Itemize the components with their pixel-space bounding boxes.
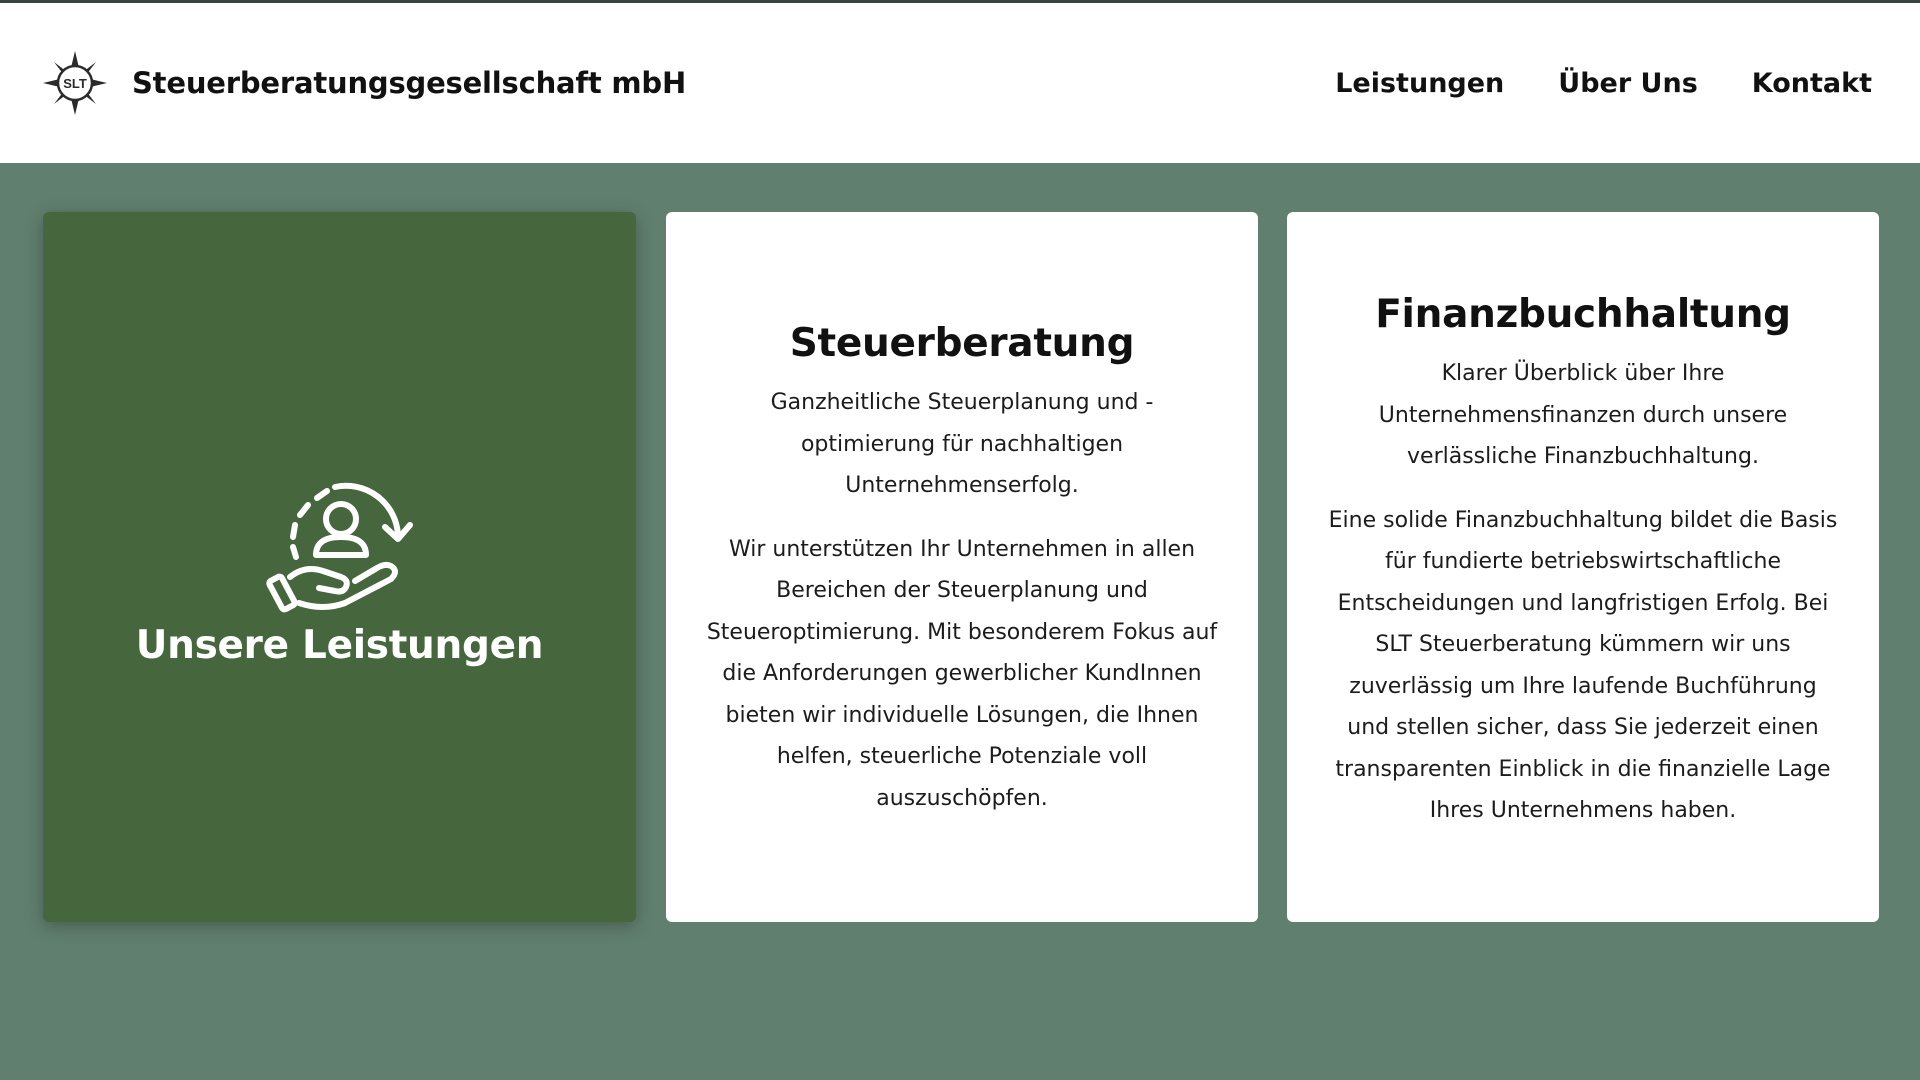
- card-body: Wir unterstützen Ihr Unternehmen in allen Bereichen der Steuerplanung und Steueroptimierung. Mit besonderem Fokus auf die Anforderungen gewerblicher KundInnen bieten wir individuelle Lösungen, die Ihnen helfen, steuerliche Potenziale voll auszuschöpfen.: [706, 536, 1218, 811]
- nav-ueber-uns[interactable]: Über Uns: [1558, 67, 1698, 99]
- intro-title: Unsere Leistungen: [135, 622, 544, 668]
- company-name: Steuerberatungsgesellschaft mbH: [132, 66, 687, 100]
- card-lead: Ganzheitliche Steuerplanung und -optimierung für nachhaltigen Unternehmenserfolg.: [770, 390, 1154, 498]
- nav-leistungen[interactable]: Leistungen: [1335, 67, 1505, 99]
- card-title: Finanzbuchhaltung: [1375, 292, 1791, 338]
- card-lead: Klarer Überblick über Ihre Unternehmensfinanzen durch unsere verlässliche Finanzbuchhaltung.: [1378, 361, 1788, 470]
- card-title: Steuerberatung: [789, 321, 1135, 366]
- service-card-finanzbuchhaltung: [1287, 212, 1879, 922]
- site-header: [0, 3, 1920, 163]
- intro-card: [43, 212, 636, 922]
- compass-logo-icon: [42, 50, 108, 116]
- card-body: Eine solide Finanzbuchhaltung bildet die Basis für fundierte betriebswirtschaftliche Entscheidungen und langfristigen Erfolg. Bei SLT Steuerberatung kümmern wir uns zuverlässig um Ihre laufende Buchführung und stellen sicher, dass Sie jederzeit einen transparenten Einblick in die finanzielle Lage Ihres Unternehmens haben.: [1328, 507, 1838, 824]
- nav-kontakt[interactable]: Kontakt: [1751, 67, 1872, 99]
- service-card-steuerberatung: [666, 212, 1258, 922]
- logo-text: SLT: [63, 76, 87, 91]
- hand-person-cycle-icon: [265, 467, 415, 617]
- brand[interactable]: [42, 50, 686, 116]
- main-nav: [1335, 68, 1872, 99]
